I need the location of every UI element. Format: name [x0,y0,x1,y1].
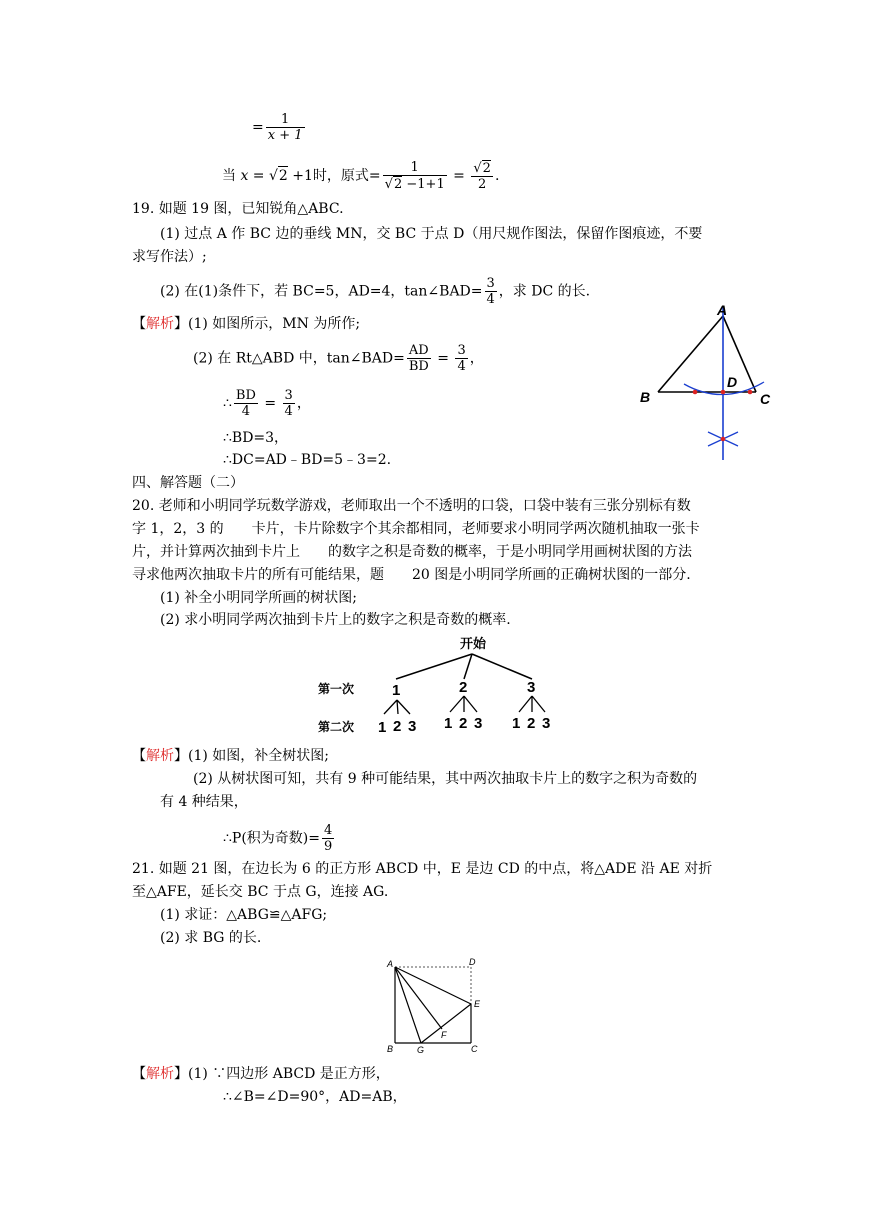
question-19-part1: (1) 过点 A 作 BC 边的垂线 MN，交 BC 于点 D（用尺规作图法，保留作图痕迹，不要 [160,226,703,242]
solution-21-step2: ∴∠B=∠D=90°，AD=AB， [223,1089,407,1105]
label-F: F [441,1030,447,1040]
tree-second: 2 [393,718,402,735]
solution-21-part1: 【解析】(1) ∵四边形 ABCD 是正方形， [132,1066,390,1082]
equation-line-1: = $\frac{1}{x + 1}$ [252,112,303,143]
question-20-line2: 字 1，2，3 的 卡片，卡片除数字个其余都相同，老师要求小明同学两次随机抽取一张卡 [132,521,700,537]
tree-root: 开始 [460,636,487,651]
label-B: B [640,389,651,405]
label-E: E [474,999,481,1009]
equation-line-2: 当 x = √2 +1时，原式= $\frac{1}{√2 -1+1}$ = $\frac{√2}{2}$ . [222,160,500,192]
tree-row2-label: 第二次 [318,720,355,734]
solution-19-step5: ∴DC=AD﹣BD=5﹣3=2. [223,452,392,468]
section-heading: 四、解答题（二） [132,475,244,491]
tree-second: 2 [527,715,536,732]
solution-19-part2: (2) 在 Rt△ABD 中，tan∠BAD= $\frac{AD}{BD}$ = $\frac{3}{4}$ ， [193,343,484,374]
question-20-part1: (1) 补全小明同学所画的树状图; [160,590,357,606]
solution-19-step3: ∴ $\frac{BD}{4}$ = $\frac{3}{4}$ ， [223,388,311,419]
question-21-part2: (2) 求 BG 的长. [160,930,262,946]
tree-first-2: 2 [459,679,468,696]
solution-20-part1: 【解析】(1) 如图，补全树状图; [132,748,329,764]
tree-first-1: 1 [392,682,401,699]
fraction: $\frac{√2}{2}$ [473,161,491,192]
solution-20-part2: (2) 从树状图可知，共有 9 种可能结果，其中两次抽取卡片上的数字之积为奇数的 [193,771,698,787]
fraction: $\frac{1}{√2 -1+1}$ [384,160,445,192]
tree-diagram [300,628,600,743]
tree-second: 2 [459,715,468,732]
label-G: G [417,1045,425,1055]
label-A: A [717,302,728,318]
question-19-part2: (2) 在(1)条件下，若 BC=5，AD=4，tan∠BAD= $\frac{3}{4}$ ，求 DC 的长. [160,276,591,307]
label-D: D [727,374,738,390]
figure-21-square [383,955,488,1055]
solution-20-part2-cont: 有 4 种结果， [160,794,248,810]
tree-row1-label: 第一次 [318,682,355,696]
tree-second: 3 [474,715,483,732]
figure-19-triangle [632,300,782,465]
tree-second: 1 [378,719,387,736]
label-C: C [760,391,771,407]
tree-second: 3 [542,715,551,732]
label-A: A [387,959,394,969]
question-20-part2: (2) 求小明同学两次抽到卡片上的数字之积是奇数的概率. [160,612,511,628]
solution-19-part1: 【解析】(1) 如图所示，MN 为所作; [132,316,361,332]
question-20-line4: 寻求他两次抽取卡片的所有可能结果，题 20 图是小明同学所画的正确树状图的一部分. [132,567,691,583]
question-19-part1-cont: 求写作法）; [132,249,207,265]
tree-second: 1 [512,715,521,732]
label-C: C [471,1044,478,1054]
tree-second: 1 [444,715,453,732]
tree-first-3: 3 [527,679,536,696]
fraction: $\frac{1}{x + 1}$ [267,112,303,143]
question-20-line1: 20. 老师和小明同学玩数学游戏，老师取出一个不透明的口袋，口袋中装有三张分别标有数 [132,498,691,514]
question-20-line3: 片，并计算两次抽到卡片上 的数字之积是奇数的概率，于是小明同学用画树状图的方法 [132,544,692,560]
tree-second: 3 [408,718,417,735]
solution-19-step4: ∴BD=3， [223,430,289,446]
question-21-line2: 至△AFE，延长交 BC 于点 G，连接 AG. [132,884,389,900]
solution-20-probability: ∴P(积为奇数)= $\frac{4}{9}$ [223,823,333,854]
label-B: B [387,1044,394,1054]
question-21-line1: 21. 如题 21 图，在边长为 6 的正方形 ABCD 中，E 是边 CD 的中点，将△ADE 沿 AE 对折 [132,861,713,877]
label-D: D [469,957,476,967]
question-19-title: 19. 如题 19 图，已知锐角△ABC. [132,201,344,217]
question-21-part1: (1) 求证：△ABG≌△AFG; [160,907,328,923]
